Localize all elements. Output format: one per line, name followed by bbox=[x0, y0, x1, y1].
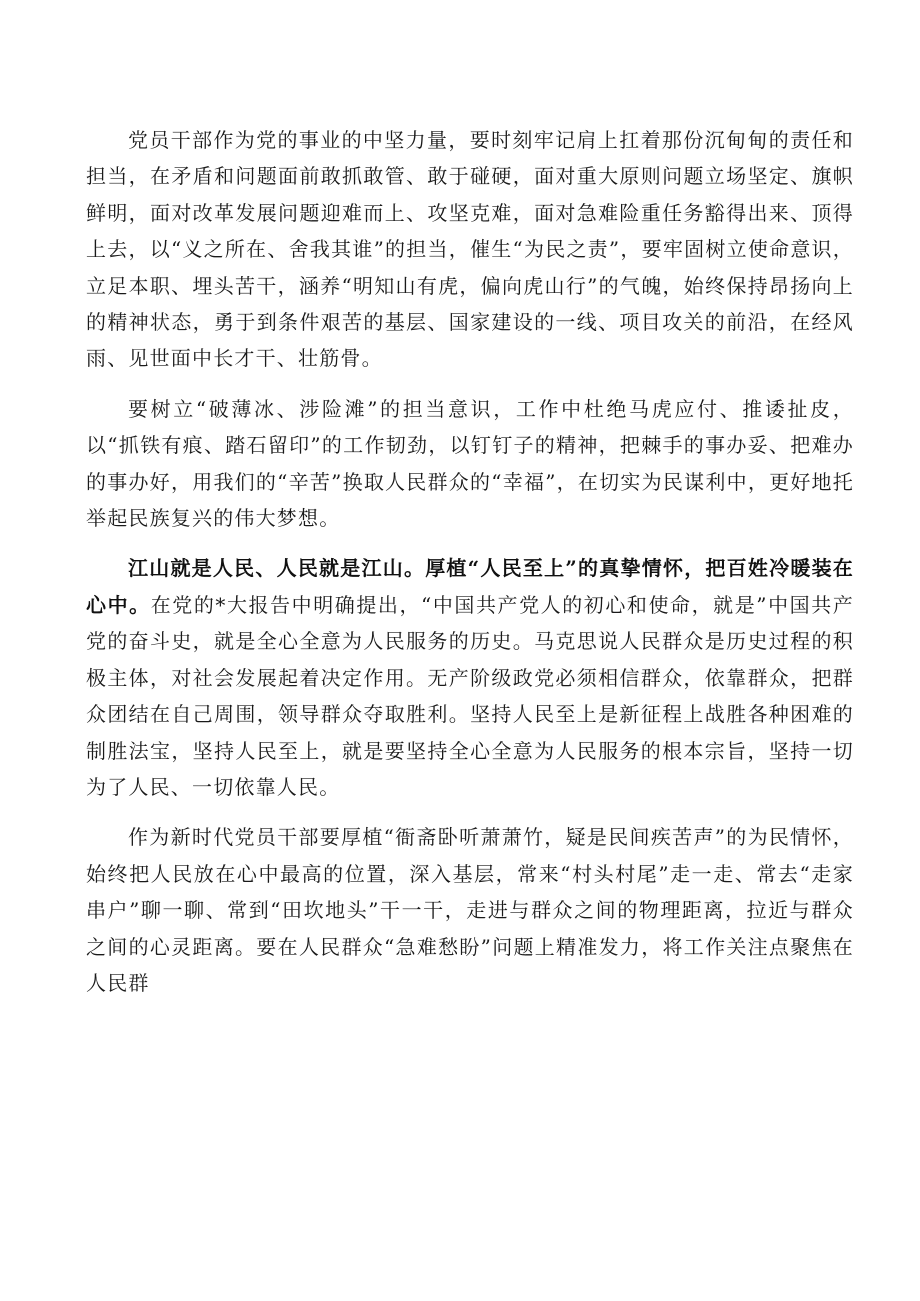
paragraph-1 bbox=[86, 122, 854, 377]
paragraph-2-text: 要树立“破薄冰、涉险滩”的担当意识，工作中杜绝马虎应付、推诿扯皮，以“抓铁有痕、踏石留印”的工作韧劲，以钉钉子的精神，把棘手的事办妥、把难办的事办好，用我们的“辛苦”换取人民群众的“幸福”，在切实为民谋利中，更好地托举起民族复兴的伟大梦想。 bbox=[86, 396, 854, 531]
paragraph-1-text: 党员干部作为党的事业的中坚力量，要时刻牢记肩上扛着那份沉甸甸的责任和担当，在矛盾和问题面前敢抓敢管、敢于碰硬，面对重大原则问题立场坚定、旗帜鲜明，面对改革发展问题迎难而上、攻坚克难，面对急难险重任务豁得出来、顶得上去，以“义之所在、舍我其谁”的担当，催生“为民之责”，要牢固树立使命意识，立足本职、埋头苦干，涵养“明知山有虎，偏向虎山行”的气魄，始终保持昂扬向上的精神状态，勇于到条件艰苦的基层、国家建设的一线、项目攻关的前沿，在经风雨、见世面中长才干、壮筋骨。 bbox=[86, 128, 854, 371]
paragraph-4-text: 作为新时代党员干部要厚植“衙斋卧听萧萧竹，疑是民间疾苦声”的为民情怀，始终把人民放在心中最高的位置，深入基层，常来“村头村尾”走一走、常去“走家串户”聊一聊、常到“田坎地头”干一干，走进与群众之间的物理距离，拉近与群众之间的心灵距离。要在人民群众“急难愁盼”问题上精准发力，将工作关注点聚焦在人民群 bbox=[86, 825, 854, 995]
paragraph-3-text: 在党的*大报告中明确提出，“中国共产党人的初心和使命，就是”中国共产党的奋斗史，就是全心全意为人民服务的历史。马克思说人民群众是历史过程的积极主体，对社会发展起着决定作用。无产阶级政党必须相信群众，依靠群众，把群众团结在自己周围，领导群众夺取胜利。坚持人民至上是新征程上战胜各种困难的制胜法宝，坚持人民至上，就是要坚持全心全意为人民服务的根本宗旨，坚持一切为了人民、一切依靠人民。 bbox=[86, 592, 854, 799]
paragraph-2 bbox=[86, 391, 854, 537]
paragraph-4 bbox=[86, 819, 854, 1001]
paragraph-3-bold-lead: 江山就是人民、人民就是江山。厚植“人民至上”的真挚情怀，把百姓冷暖装在心中。 bbox=[86, 556, 854, 617]
paragraph-3 bbox=[86, 550, 854, 805]
document-body bbox=[86, 122, 854, 1015]
